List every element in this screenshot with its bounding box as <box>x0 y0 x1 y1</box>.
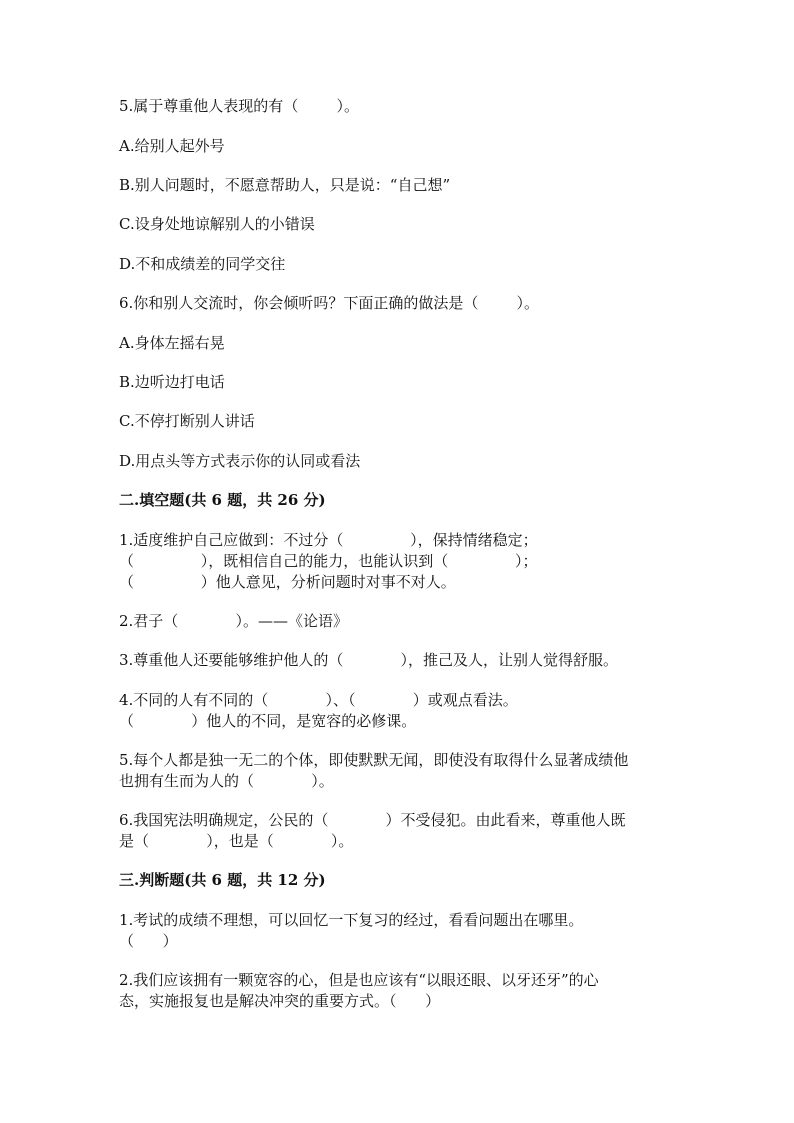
question-6-option-b: B.边听边打电话 <box>119 373 225 391</box>
fill-blank-1-line-3: （ ）他人意见，分析问题时对事不对人。 <box>119 573 456 591</box>
question-5-option-d: D.不和成绩差的同学交往 <box>119 255 286 273</box>
fill-blank-4-line-1: 4.不同的人有不同的（ ）、（ ）或观点看法。 <box>119 691 518 709</box>
question-5-option-a: A.给别人起外号 <box>119 137 225 155</box>
section-3-heading: 三.判断题(共 6 题，共 12 分) <box>119 871 326 889</box>
question-5-stem: 5.属于尊重他人表现的有（ ）。 <box>119 97 359 115</box>
question-6-stem: 6.你和别人交流时，你会倾听吗？下面正确的做法是（ ）。 <box>119 294 539 312</box>
question-6-option-c: C.不停打断别人讲话 <box>119 412 255 430</box>
judge-1-line-1: 1.考试的成绩不理想，可以回忆一下复习的经过，看看问题出在哪里。 <box>119 911 584 929</box>
fill-blank-1-line-2: （ ），既相信自己的能力，也能认识到（ ）； <box>119 552 538 570</box>
judge-2-line-1: 2.我们应该拥有一颗宽容的心，但是也应该有“以眼还眼、以牙还牙”的心 <box>119 971 599 989</box>
question-6-option-d: D.用点头等方式表示你的认同或看法 <box>119 452 361 470</box>
fill-blank-3: 3.尊重他人还要能够维护他人的（ ），推己及人，让别人觉得舒服。 <box>119 651 619 669</box>
section-2-heading: 二.填空题(共 6 题，共 26 分) <box>119 491 326 509</box>
question-5-option-b: B.别人问题时，不愿意帮助人，只是说：“自己想” <box>119 176 451 194</box>
fill-blank-5-line-1: 5.每个人都是独一无二的个体，即使默默无闻，即使没有取得什么显著成绩他 <box>119 751 629 769</box>
judge-1-line-2: （ ） <box>119 932 178 950</box>
judge-2-line-2: 态，实施报复也是解决冲突的重要方式。（ ） <box>119 992 441 1010</box>
fill-blank-2: 2.君子（ ）。——《论语》 <box>119 612 349 630</box>
fill-blank-1-line-1: 1.适度维护自己应做到：不过分（ ），保持情绪稳定； <box>119 531 538 549</box>
question-5-option-c: C.设身处地谅解别人的小错误 <box>119 215 315 233</box>
fill-blank-6-line-1: 6.我国宪法明确规定，公民的（ ）不受侵犯。由此看来，尊重他人既 <box>119 811 626 829</box>
fill-blank-5-line-2: 也拥有生而为人的（ ）。 <box>119 772 334 790</box>
fill-blank-4-line-2: （ ）他人的不同，是宽容的必修课。 <box>119 712 417 730</box>
question-6-option-a: A.身体左摇右晃 <box>119 334 225 352</box>
fill-blank-6-line-2: 是（ ），也是（ ）。 <box>119 832 354 850</box>
